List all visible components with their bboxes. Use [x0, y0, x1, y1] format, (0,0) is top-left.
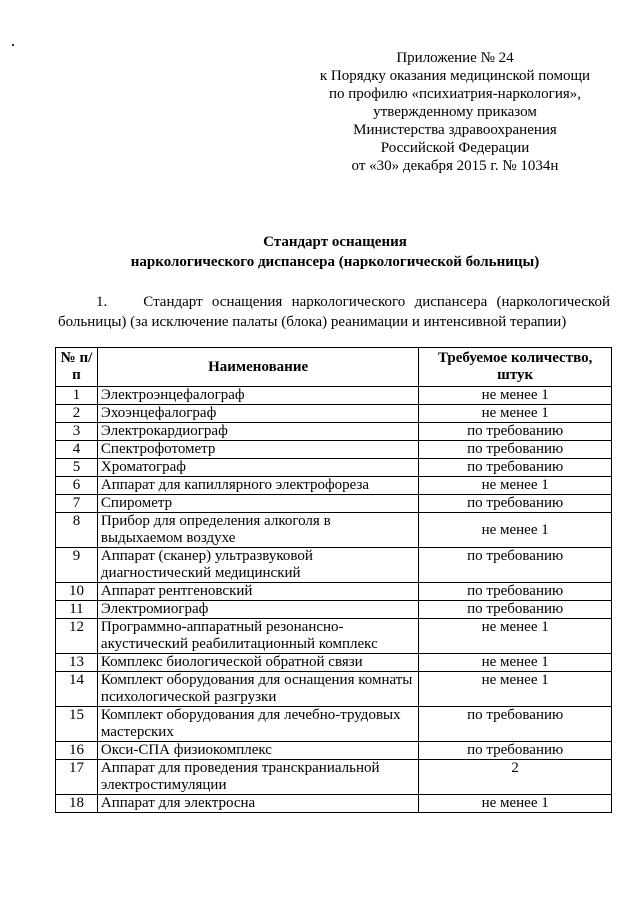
row-number: 14: [56, 672, 98, 707]
row-name: Аппарат рентгеновский: [97, 583, 418, 601]
row-quantity: по требованию: [419, 548, 612, 583]
scan-dot: [12, 44, 14, 46]
section-paragraph: [58, 292, 610, 332]
annex-line: утвержденному приказом: [373, 104, 537, 120]
row-number: 10: [56, 583, 98, 601]
header-num: № п/п: [56, 348, 98, 387]
row-quantity: 2: [419, 760, 612, 795]
paragraph-line-2: больницы) (за исключение палаты (блока) реанимации и интенсивной терапии): [58, 314, 567, 330]
row-quantity: по требованию: [419, 423, 612, 441]
row-number: 17: [56, 760, 98, 795]
table-header-row: [56, 348, 612, 387]
row-name: Окси-СПА физиокомплекс: [97, 742, 418, 760]
annex-line: Приложение № 24: [396, 50, 514, 66]
document-title: [60, 232, 610, 272]
table-row: [56, 672, 612, 707]
table-row: [56, 459, 612, 477]
table-body: [56, 387, 612, 813]
table-row: [56, 405, 612, 423]
row-name: Комплекс биологической обратной связи: [97, 654, 418, 672]
row-quantity: по требованию: [419, 495, 612, 513]
row-name: Спирометр: [97, 495, 418, 513]
table-row: [56, 619, 612, 654]
row-name: Аппарат для капиллярного электрофореза: [97, 477, 418, 495]
header-name: Наименование: [97, 348, 418, 387]
paragraph-word: Стандарт: [143, 294, 203, 310]
row-name: Комплект оборудования для лечебно-трудовых мастерских: [97, 707, 418, 742]
row-number: 9: [56, 548, 98, 583]
paragraph-word: наркологического: [291, 294, 406, 310]
row-number: 11: [56, 601, 98, 619]
table-row: [56, 795, 612, 813]
table-row: [56, 513, 612, 548]
row-name: Программно-аппаратный резонансно-акустический реабилитационный комплекс: [97, 619, 418, 654]
row-name: Эхоэнцефалограф: [97, 405, 418, 423]
paragraph-word: оснащения: [211, 294, 283, 310]
table-row: [56, 477, 612, 495]
row-number: 16: [56, 742, 98, 760]
row-number: 6: [56, 477, 98, 495]
table-row: [56, 601, 612, 619]
table-row: [56, 387, 612, 405]
row-name: Электроэнцефалограф: [97, 387, 418, 405]
row-quantity: по требованию: [419, 441, 612, 459]
section-number: 1.: [96, 294, 108, 310]
row-number: 7: [56, 495, 98, 513]
title-line-1: Стандарт оснащения: [263, 234, 407, 250]
table-row: [56, 583, 612, 601]
row-quantity: не менее 1: [419, 672, 612, 707]
annex-header: [300, 49, 610, 175]
annex-line: от «30» декабря 2015 г. № 1034н: [351, 158, 559, 174]
row-quantity: не менее 1: [419, 513, 612, 548]
row-number: 13: [56, 654, 98, 672]
row-quantity: по требованию: [419, 742, 612, 760]
table-row: [56, 742, 612, 760]
row-quantity: не менее 1: [419, 477, 612, 495]
equipment-table-wrapper: [55, 347, 612, 813]
table-row: [56, 654, 612, 672]
row-name: Электрокардиограф: [97, 423, 418, 441]
annex-line: Министерства здравоохранения: [353, 122, 557, 138]
row-number: 18: [56, 795, 98, 813]
row-number: 4: [56, 441, 98, 459]
table-row: [56, 548, 612, 583]
row-name: Аппарат для электросна: [97, 795, 418, 813]
row-quantity: по требованию: [419, 601, 612, 619]
title-line-2: наркологического диспансера (наркологической больницы): [130, 254, 540, 270]
table-row: [56, 760, 612, 795]
annex-line: по профилю «психиатрия-наркология»,: [329, 86, 581, 102]
row-number: 8: [56, 513, 98, 548]
row-quantity: не менее 1: [419, 795, 612, 813]
row-name: Электромиограф: [97, 601, 418, 619]
table-row: [56, 441, 612, 459]
table-row: [56, 495, 612, 513]
row-number: 2: [56, 405, 98, 423]
row-number: 1: [56, 387, 98, 405]
annex-line: Российской Федерации: [380, 140, 530, 156]
row-name: Прибор для определения алкоголя в выдыхаемом воздухе: [97, 513, 418, 548]
row-number: 15: [56, 707, 98, 742]
row-name: Спектрофотометр: [97, 441, 418, 459]
row-name: Хроматограф: [97, 459, 418, 477]
table-row: [56, 707, 612, 742]
row-name: Комплект оборудования для оснащения комнаты психологической разгрузки: [97, 672, 418, 707]
paragraph-line-1: [58, 292, 610, 312]
annex-line: к Порядку оказания медицинской помощи: [319, 68, 591, 84]
row-number: 5: [56, 459, 98, 477]
paragraph-word: (наркологической: [496, 294, 610, 310]
header-qty: Требуемое количество, штук: [419, 348, 612, 387]
row-quantity: по требованию: [419, 707, 612, 742]
row-number: 12: [56, 619, 98, 654]
row-quantity: не менее 1: [419, 387, 612, 405]
paragraph-word: диспансера: [414, 294, 488, 310]
row-quantity: не менее 1: [419, 619, 612, 654]
row-name: Аппарат для проведения транскраниальной электростимуляции: [97, 760, 418, 795]
row-number: 3: [56, 423, 98, 441]
row-quantity: по требованию: [419, 583, 612, 601]
row-quantity: не менее 1: [419, 654, 612, 672]
equipment-table: [55, 347, 612, 813]
row-name: Аппарат (сканер) ультразвуковой диагностический медицинский: [97, 548, 418, 583]
row-quantity: не менее 1: [419, 405, 612, 423]
table-row: [56, 423, 612, 441]
row-quantity: по требованию: [419, 459, 612, 477]
